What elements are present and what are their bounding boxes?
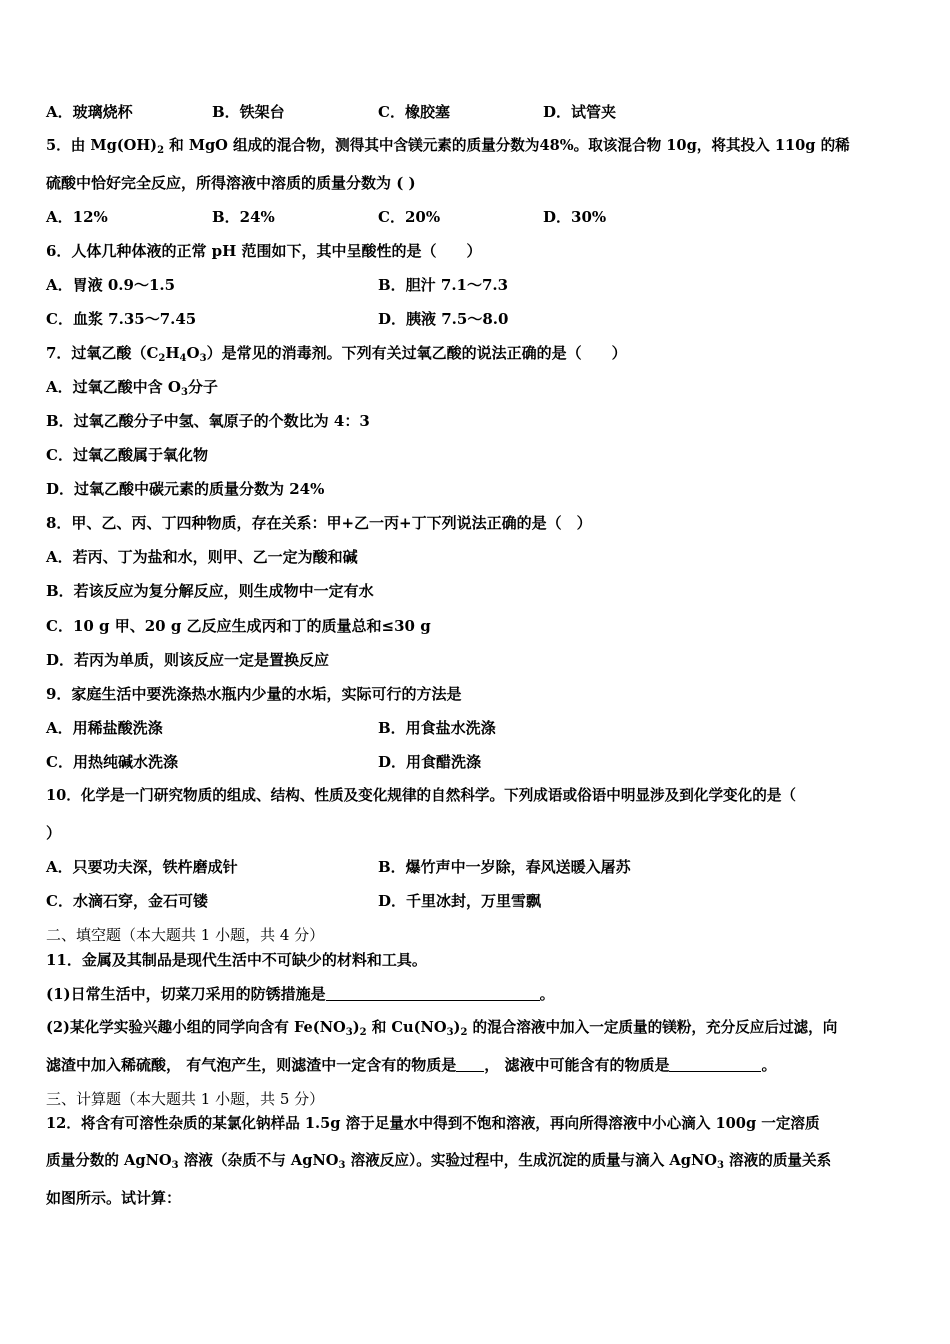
q8-option-b: B．若该反应为复分解反应，则生成物中一定有水 [46,582,374,600]
q9-option-b: B．用食盐水洗涤 [378,719,496,737]
q6-stem: 6．人体几种体液的正常 pH 范围如下，其中呈酸性的是（ ） [46,242,482,260]
q5-stem-line2: 硫酸中恰好完全反应，所得溶液中溶质的质量分数为 ( ) [46,174,416,192]
q9-option-a: A．用稀盐酸洗涤 [46,719,163,737]
q10-option-a: A．只要功夫深，铁杵磨成针 [46,858,238,876]
q8-option-a: A．若丙、丁为盐和水，则甲、乙一定为酸和碱 [46,548,358,566]
q5-option-d: D．30% [543,208,607,226]
q12-stem-line3: 如图所示。试计算： [46,1189,182,1207]
section-calculation-heading: 三、计算题（本大题共 1 小题，共 5 分） [46,1090,325,1108]
q7-option-b: B．过氧乙酸分子中氢、氧原子的个数比为 4：3 [46,412,370,430]
q7-stem: 7．过氧乙酸$(C_2H_4O_3)$是常见的消毒剂。下列有关过氧乙酸的说法正确的是（ ） [46,344,627,364]
q10-option-c: C．水滴石穿，金石可镂 [46,892,208,910]
q9-option-d: D．用食醋洗涤 [378,753,482,771]
q12-stem-line2: 质量分数的 AgNO$_3$ 溶液（杂质不与 AgNO$_3$ 溶液反应）。实验过程中，生成沉淀的质量与滴入 AgNO$_3$ 溶液的质量关系 [46,1152,832,1171]
q11-answer-blank-3[interactable] [669,1056,761,1072]
q9-option-c: C．用热纯碱水洗涤 [46,753,178,771]
q6-option-d: D．胰液 7.5～8.0 [378,310,509,328]
q7-option-a: A．过氧乙酸中含 $O_3$分子 [46,378,218,398]
q5-stem-line1: 5．由 $Mg(OH)_2$ 和 MgO 组成的混合物，测得其中含镁元素的质量分数为48%。取该混合物 10g，将其投入 110g 的稀 [46,137,850,156]
q9-stem: 9．家庭生活中要洗涤热水瓶内少量的水垢，实际可行的方法是 [46,685,462,703]
q4-option-d: D．试管夹 [543,103,617,121]
q4-option-a: A．玻璃烧杯 [46,103,133,121]
q4-option-b: B．铁架台 [212,103,285,121]
q11-answer-blank-1[interactable] [326,985,540,1001]
q10-option-d: D．千里冰封，万里雪飘 [378,892,542,910]
q11-answer-blank-2[interactable] [456,1056,484,1072]
q10-stem-line2: ） [46,824,62,842]
section-fill-in-heading: 二、填空题（本大题共 1 小题，共 4 分） [46,926,325,944]
q11-part2-line2: 滤渣中加入稀硫酸， 有气泡产生，则滤渣中一定含有的物质是 ， 滤液中可能含有的物质是 。 [46,1056,777,1074]
q7-option-c: C．过氧乙酸属于氧化物 [46,446,208,464]
q10-stem-line1: 10．化学是一门研究物质的组成、结构、性质及变化规律的自然科学。下列成语或俗语中明显涉及到化学变化的是（ [46,787,797,804]
q6-option-b: B．胆汁 7.1～7.3 [378,276,509,294]
q12-stem-line1: 12．将含有可溶性杂质的某氯化钠样品 1.5g 溶于足量水中得到不饱和溶液，再向所得溶液中小心滴入 100g 一定溶质 [46,1115,820,1132]
q5-option-c: C．20% [378,208,441,226]
q8-option-d: D．若丙为单质，则该反应一定是置换反应 [46,651,330,669]
q11-part1: (1)日常生活中，切菜刀采用的防锈措施是 。 [46,985,555,1003]
q10-option-b: B．爆竹声中一岁除，春风送暖入屠苏 [378,858,631,876]
q5-option-b: B．24% [212,208,275,226]
q11-part2-line1: (2)某化学实验兴趣小组的同学向含有 $Fe(NO_3)_2$ 和 $Cu(NO_3)_2$ 的混合溶液中加入一定质量的镁粉，充分反应后过滤，向 [46,1019,838,1038]
q11-stem: 11．金属及其制品是现代生活中不可缺少的材料和工具。 [46,951,427,969]
q8-stem: 8．甲、乙、丙、丁四种物质，存在关系：甲+乙一丙+丁下列说法正确的是（ ） [46,514,592,532]
q8-option-c: C．10 g 甲、20 g 乙反应生成丙和丁的质量总和≤30 g [46,617,431,635]
q4-option-c: C．橡胶塞 [378,103,450,121]
q7-option-d: D．过氧乙酸中碳元素的质量分数为 24% [46,480,325,498]
q5-option-a: A．12% [46,208,108,226]
q6-option-a: A．胃液 0.9～1.5 [46,276,176,294]
q6-option-c: C．血浆 7.35～7.45 [46,310,197,328]
